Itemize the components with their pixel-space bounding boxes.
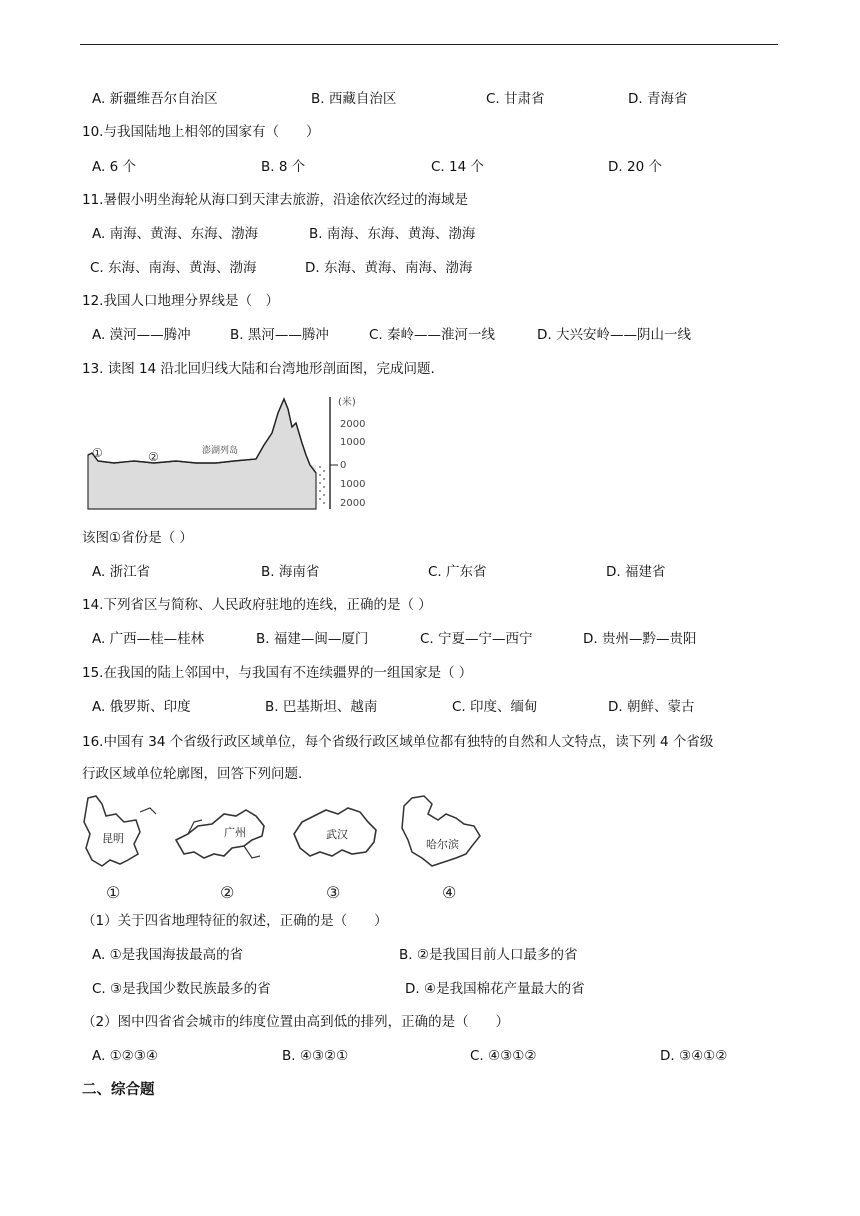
q15-option-c[interactable]: C. 印度、缅甸 bbox=[452, 699, 538, 715]
q15-stem: 15.在我国的陆上邻国中，与我国有不连续疆界的一组国家是（ ） bbox=[82, 665, 473, 681]
fig-tick-2000-up: 2000 bbox=[340, 419, 366, 430]
q9-option-b[interactable]: B. 西藏自治区 bbox=[311, 91, 397, 107]
q13-option-b[interactable]: B. 海南省 bbox=[261, 564, 320, 580]
q16-sub2-option-b[interactable]: B. ④③②① bbox=[282, 1048, 349, 1064]
q10-stem: 10.与我国陆地上相邻的国家有（ ） bbox=[82, 124, 320, 140]
map-city-guangzhou: 广州 bbox=[224, 826, 246, 839]
q13-stem: 13. 读图 14 沿北回归线大陆和台湾地形剖面图，完成问题. bbox=[82, 361, 435, 377]
q9-option-c[interactable]: C. 甘肃省 bbox=[486, 91, 545, 107]
q9-option-a[interactable]: A. 新疆维吾尔自治区 bbox=[92, 91, 218, 107]
q16-sub2-option-d[interactable]: D. ③④①② bbox=[660, 1048, 728, 1064]
q11-stem: 11.暑假小明坐海轮从海口到天津去旅游，沿途依次经过的海域是 bbox=[82, 192, 468, 208]
q14-option-a[interactable]: A. 广西—桂—桂林 bbox=[92, 631, 205, 647]
map-number-1: ① bbox=[106, 883, 121, 902]
map-city-wuhan: 武汉 bbox=[326, 828, 348, 841]
q15-option-b[interactable]: B. 巴基斯坦、越南 bbox=[265, 699, 378, 715]
province-map-4 bbox=[398, 792, 488, 904]
map-city-kunming: 昆明 bbox=[102, 832, 124, 845]
q13-option-d[interactable]: D. 福建省 bbox=[606, 564, 666, 580]
fig-tick-1000-up: 1000 bbox=[340, 437, 366, 448]
q13-sub-question: 该图①省份是（ ） bbox=[82, 530, 193, 546]
province-map-3 bbox=[290, 800, 386, 904]
q12-option-b[interactable]: B. 黑河——腾冲 bbox=[230, 327, 329, 343]
q16-stem-line1: 16.中国有 34 个省级行政区域单位，每个省级行政区域单位都有独特的自然和人文特点，读下列 4 个省级 bbox=[82, 734, 714, 750]
fig-marker-2: ② bbox=[148, 450, 159, 464]
map-number-2: ② bbox=[220, 883, 235, 902]
q12-stem: 12.我国人口地理分界线是（ ） bbox=[82, 293, 279, 309]
q12-option-d[interactable]: D. 大兴安岭——阴山一线 bbox=[537, 327, 691, 343]
q11-option-c[interactable]: C. 东海、南海、黄海、渤海 bbox=[90, 260, 257, 276]
q11-option-d[interactable]: D. 东海、黄海、南海、渤海 bbox=[305, 260, 473, 276]
q15-option-d[interactable]: D. 朝鲜、蒙古 bbox=[608, 699, 695, 715]
q14-stem: 14.下列省区与简称、人民政府驻地的连线，正确的是（ ） bbox=[82, 597, 432, 613]
fig-marker-1: ① bbox=[92, 446, 103, 460]
q16-sub1-option-d[interactable]: D. ④是我国棉花产量最大的省 bbox=[405, 981, 585, 997]
q13-option-a[interactable]: A. 浙江省 bbox=[92, 564, 151, 580]
q12-option-c[interactable]: C. 秦岭——淮河一线 bbox=[369, 327, 496, 343]
q10-option-a[interactable]: A. 6 个 bbox=[92, 159, 136, 175]
q10-option-d[interactable]: D. 20 个 bbox=[608, 159, 662, 175]
fig-tick-1000-down: 1000 bbox=[340, 479, 366, 490]
q12-option-a[interactable]: A. 漠河——腾冲 bbox=[92, 327, 191, 343]
header-rule bbox=[80, 44, 778, 45]
q16-stem-line2: 行政区域单位轮廓图，回答下列问题. bbox=[82, 766, 303, 782]
map-number-3: ③ bbox=[326, 883, 341, 902]
q16-sub1-option-c[interactable]: C. ③是我国少数民族最多的省 bbox=[92, 981, 271, 997]
fig-tick-2000-down: 2000 bbox=[340, 498, 366, 509]
q10-option-c[interactable]: C. 14 个 bbox=[431, 159, 484, 175]
q16-sub2-option-a[interactable]: A. ①②③④ bbox=[92, 1048, 158, 1064]
q15-option-a[interactable]: A. 俄罗斯、印度 bbox=[92, 699, 191, 715]
fig-lake-label: 澎湖列岛 bbox=[202, 446, 239, 456]
province-map-2 bbox=[174, 800, 274, 904]
province-map-1 bbox=[80, 794, 160, 904]
q14-option-d[interactable]: D. 贵州—黔—贵阳 bbox=[583, 631, 697, 647]
q16-sub1-stem: （1）关于四省地理特征的叙述，正确的是（ ） bbox=[82, 913, 388, 929]
terrain-profile-figure bbox=[84, 393, 384, 513]
q14-option-c[interactable]: C. 宁夏—宁—西宁 bbox=[420, 631, 533, 647]
map-number-4: ④ bbox=[442, 883, 457, 902]
q14-option-b[interactable]: B. 福建—闽—厦门 bbox=[256, 631, 369, 647]
fig-unit-label: (米) bbox=[338, 397, 356, 408]
q11-option-a[interactable]: A. 南海、黄海、东海、渤海 bbox=[92, 226, 259, 242]
q16-sub1-option-b[interactable]: B. ②是我国目前人口最多的省 bbox=[399, 947, 578, 963]
q16-sub2-option-c[interactable]: C. ④③①② bbox=[470, 1048, 537, 1064]
q11-option-b[interactable]: B. 南海、东海、黄海、渤海 bbox=[309, 226, 476, 242]
section-heading: 二、综合题 bbox=[82, 1082, 155, 1098]
map-city-harbin: 哈尔滨 bbox=[426, 838, 459, 851]
q10-option-b[interactable]: B. 8 个 bbox=[261, 159, 306, 175]
fig-tick-zero: 0 bbox=[340, 460, 347, 471]
q16-sub1-option-a[interactable]: A. ①是我国海拔最高的省 bbox=[92, 947, 244, 963]
q9-option-d[interactable]: D. 青海省 bbox=[628, 91, 688, 107]
q13-option-c[interactable]: C. 广东省 bbox=[428, 564, 487, 580]
q16-sub2-stem: （2）图中四省省会城市的纬度位置由高到低的排列，正确的是（ ） bbox=[82, 1014, 510, 1030]
